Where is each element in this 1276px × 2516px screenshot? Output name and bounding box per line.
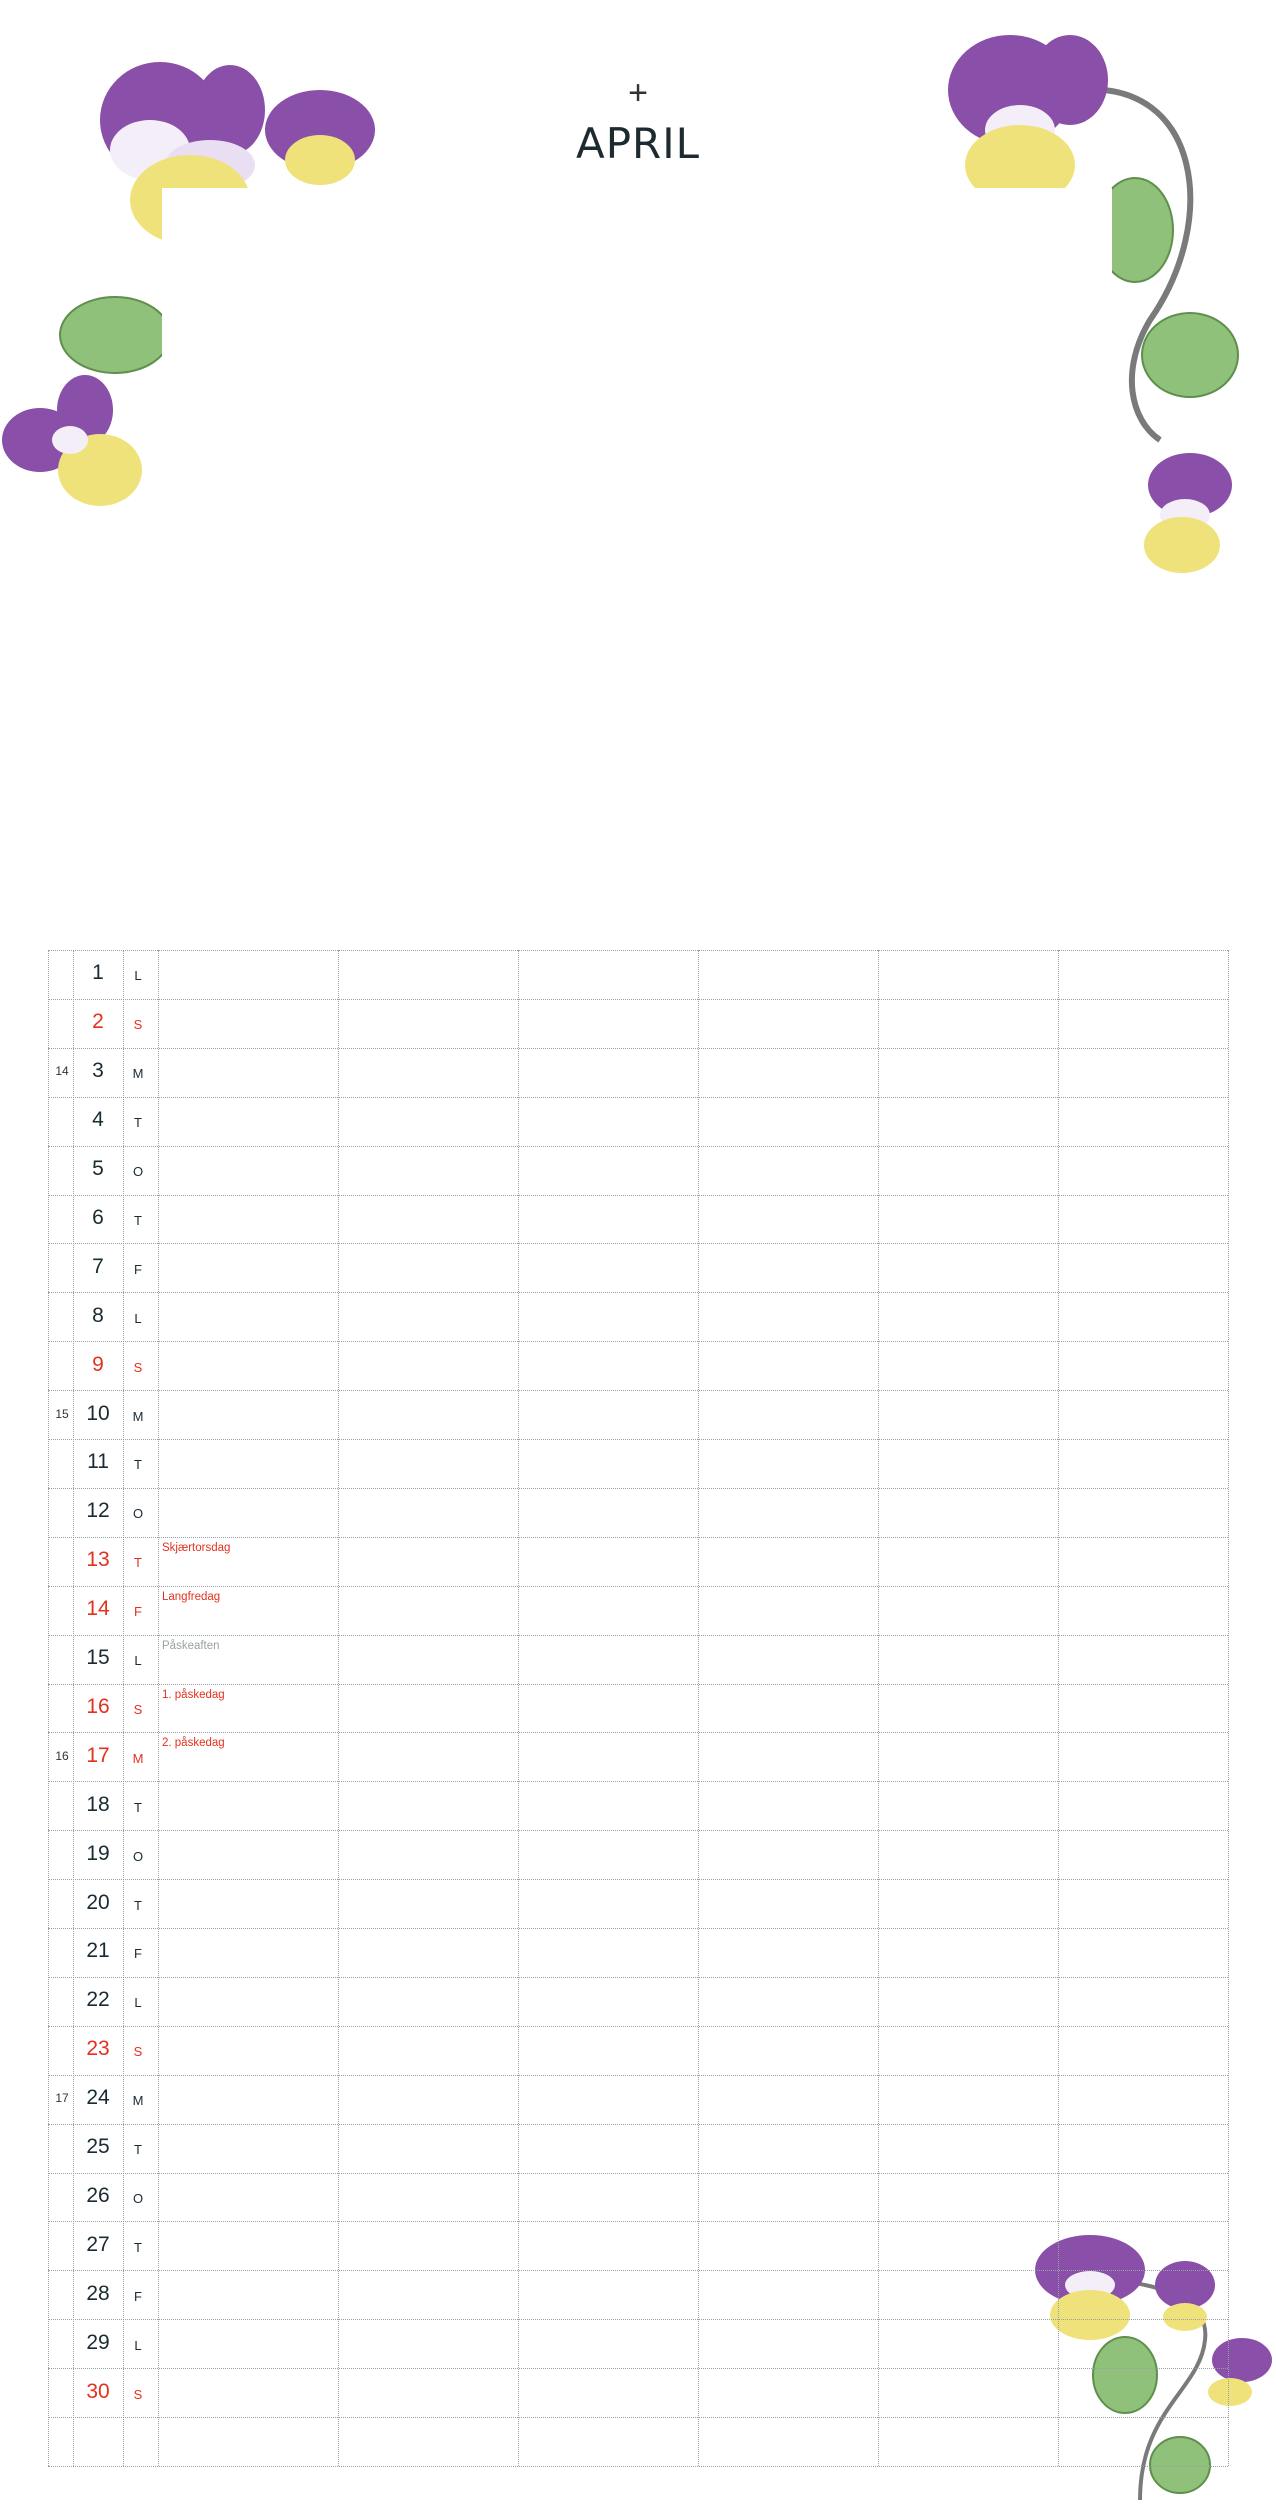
day-row[interactable] [48,1292,1228,1341]
weekday-letter: S [133,2386,143,2402]
weekday-letter: T [134,1555,142,1571]
day-row[interactable] [48,1879,1228,1928]
day-row[interactable] [48,2221,1228,2270]
week-number: 14 [55,1064,69,1079]
weekday-letter: M [132,2093,144,2109]
day-number: 17 [86,1743,110,1767]
weekday-letter: M [132,1066,144,1082]
weekday-letter: O [132,1164,144,1180]
day-number: 10 [86,1401,110,1425]
day-row[interactable] [48,1390,1228,1439]
day-number: 2 [92,1010,104,1034]
day-row[interactable] [48,2026,1228,2075]
holiday-label: Skjærtorsdag [162,1541,231,1554]
day-row[interactable] [48,2075,1228,2124]
week-number: 17 [55,2091,69,2106]
holiday-label: Langfredag [162,1590,221,1603]
day-row[interactable] [48,2173,1228,2222]
weekday-letter: T [134,1799,142,1815]
day-number: 8 [92,1303,104,1327]
day-row[interactable] [48,1341,1228,1390]
weekday-letter: T [134,1115,142,1131]
day-number: 18 [86,1792,110,1816]
weekday-letter: M [132,1408,144,1424]
day-number: 25 [86,2135,110,2159]
holiday-label: 2. påskedag [162,1737,225,1750]
day-number: 19 [86,1841,110,1865]
weekday-letter: T [134,2239,142,2255]
grid-row-line [48,2417,1228,2418]
day-number: 13 [86,1548,110,1572]
day-number: 30 [86,2379,110,2403]
weekday-letter: T [134,1212,142,1228]
weekday-letter: L [134,1995,142,2011]
week-number: 16 [55,1748,69,1763]
weekday-letter: O [132,1506,144,1522]
weekday-letter: F [134,1261,142,1277]
day-row[interactable] [48,950,1228,999]
weekday-letter: S [133,1017,143,1033]
day-number: 7 [92,1254,104,1278]
weekday-letter: S [133,1359,143,1375]
weekday-letter: O [132,1848,144,1864]
weekday-letter: S [133,1701,143,1717]
day-number: 3 [92,1059,104,1083]
day-number: 26 [86,2183,110,2207]
calendar-header [0,75,1276,168]
day-number: 16 [86,1694,110,1718]
day-number: 23 [86,2037,110,2061]
day-row[interactable] [48,2368,1228,2417]
weekday-letter: M [132,1750,144,1766]
grid-row-line [48,2466,1228,2467]
day-row[interactable] [48,1830,1228,1879]
day-row[interactable] [48,1195,1228,1244]
weekday-letter: O [132,2190,144,2206]
day-number: 29 [86,2330,110,2354]
weekday-letter: L [134,1653,142,1669]
day-row[interactable] [48,1439,1228,1488]
weekday-letter: S [133,2044,143,2060]
day-number: 20 [86,1890,110,1914]
grid-column-line [1228,950,1229,2466]
weekday-letter: L [134,968,142,984]
day-number: 14 [86,1597,110,1621]
day-row[interactable] [48,1048,1228,1097]
day-number: 12 [86,1499,110,1523]
weekday-letter: F [134,1604,142,1620]
day-number: 21 [86,1939,110,1963]
weekday-letter: T [134,1457,142,1473]
day-number: 15 [86,1646,110,1670]
day-row[interactable] [48,1243,1228,1292]
weekday-letter: T [134,1897,142,1913]
pansy-flower-icon [1144,453,1232,573]
day-row[interactable] [48,999,1228,1048]
day-row[interactable] [48,1732,1228,1781]
day-number: 1 [92,961,104,985]
day-row[interactable] [48,2270,1228,2319]
day-number: 27 [86,2232,110,2256]
week-number: 15 [55,1406,69,1421]
pansy-flower-icon [2,375,142,506]
day-row[interactable] [48,1537,1228,1586]
day-number: 6 [92,1205,104,1229]
day-row[interactable] [48,1635,1228,1684]
month-title: APRIL [575,119,701,168]
day-row[interactable] [48,2319,1228,2368]
day-number: 5 [92,1157,104,1181]
weekday-letter: T [134,2142,142,2158]
holiday-label: 1. påskedag [162,1688,225,1701]
plus-icon: + [628,74,648,112]
day-number: 4 [92,1108,104,1132]
day-row[interactable] [48,1977,1228,2026]
day-number: 9 [92,1352,104,1376]
day-number: 11 [87,1450,109,1474]
weekday-letter: F [134,1946,142,1962]
day-row[interactable] [48,1488,1228,1537]
weekday-letter: F [134,2288,142,2304]
day-number: 22 [86,1988,110,2012]
day-row[interactable] [48,2124,1228,2173]
day-number: 24 [86,2086,110,2110]
weekday-letter: L [134,1310,142,1326]
day-row[interactable] [48,1928,1228,1977]
day-row[interactable] [48,1781,1228,1830]
day-row[interactable] [48,1097,1228,1146]
day-row[interactable] [48,1586,1228,1635]
day-number: 28 [86,2281,110,2305]
photo-placeholder [162,188,1112,948]
day-row[interactable] [48,1146,1228,1195]
holiday-label: Påskeaften [162,1639,220,1652]
day-row[interactable] [48,1684,1228,1733]
weekday-letter: L [134,2337,142,2353]
pansy-leaf-icon [60,297,170,373]
